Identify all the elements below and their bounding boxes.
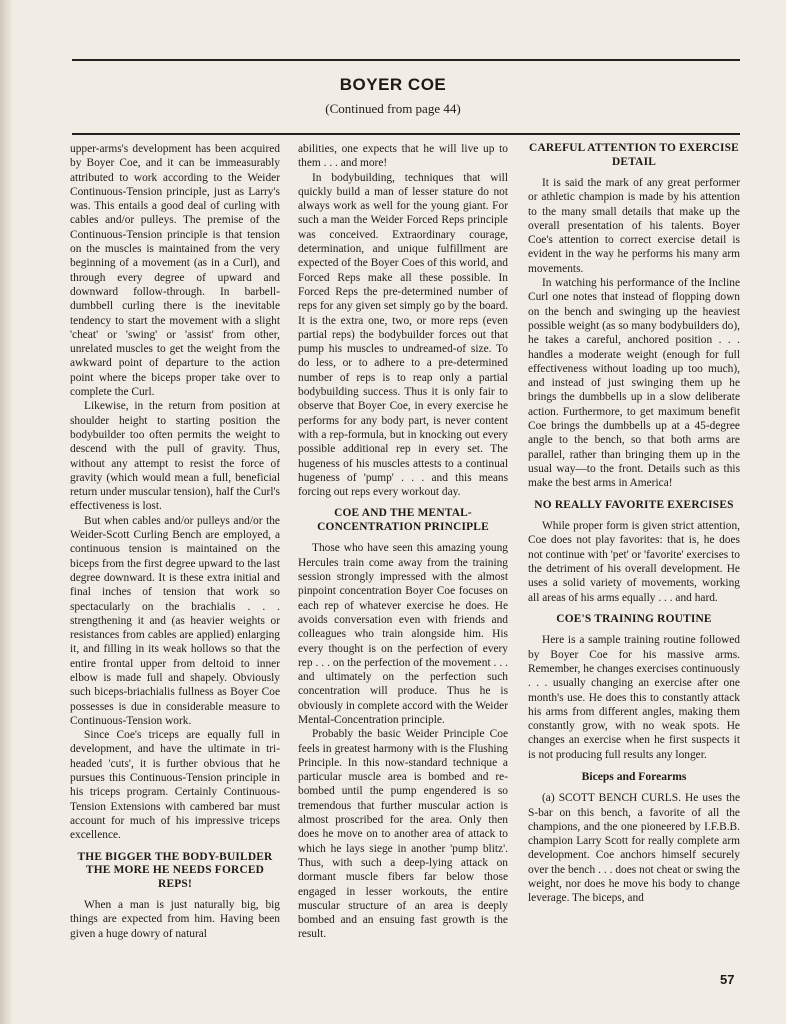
section-heading: CAREFUL ATTENTION TO EXERCISE DETAIL <box>529 142 739 168</box>
paragraph: It is said the mark of any great performer or athletic champion is made by his attention to the many small details that make up the overall presentation of his talents. Boyer Coe's attention to correct exercise detail is evident in the way he performs his many arm movements. <box>528 177 740 275</box>
paragraph: Probably the basic Weider Principle Coe feels in greatest harmony with is the Flushing Principle. In this now-standard technique a particular muscle area is bombed and re-bombed until the pump engendered is so tremendous that further muscular action is almost proscribed for the area. Only then does he move on to another area of attack to which he lays siege in another 'pump blitz'. Thus, with such a deep-lying attack on dormant muscle fibers far below those engaged in lesser workouts, the entire muscular structure of an area is deeply bombed and an ensuing fast growth is the result. <box>298 728 508 941</box>
header-rule <box>72 133 740 135</box>
top-rule <box>72 59 740 61</box>
section-heading: THE BIGGER THE BODY-BUILDER THE MORE HE NEEDS FORCED REPS! <box>77 850 273 890</box>
continued-from-note: (Continued from page 44) <box>325 101 461 116</box>
section-heading: COE AND THE MENTAL-CONCENTRATION PRINCIPLE <box>317 507 489 533</box>
paragraph: But when cables and/or pulleys and/or the Weider-Scott Curling Bench are employed, a continuous tension is maintained on the biceps from the first degree upward to the last degree downward. It is these extra initial and final inches of tension that work so spectacularly on the brachialis . . . strengthening it and (as heavier weights or resistances from cables are applied) enlarging it, and filling in its weak hollows so that the entire frontal upper from deltoid to inner elbow is made full and shapely. Obviously such biceps-briachialis fullness as Boyer Coe possesses is due in considerable measure to Continuous-Tension work. <box>70 514 280 727</box>
page-number: 57 <box>720 972 735 987</box>
column-1 <box>70 142 280 972</box>
paragraph: When a man is just naturally big, big things are expected from him. Having been given a huge dowry of natural <box>70 899 280 940</box>
page-edge-shadow <box>0 0 12 1024</box>
paragraph: Likewise, in the return from position at shoulder height to starting position the bodybuilder too often permits the weight to descend with the pull of gravity. Thus, without any attempt to resist the force of gravity (which would mean a full, beneficial return under muscular tension), half the Curl's effectiveness is lost. <box>70 400 280 513</box>
section-heading: COE'S TRAINING ROUTINE <box>556 612 712 625</box>
paragraph: While proper form is given strict attention, Coe does not play favorites: that is, he does not continue with 'pet' or 'favorite' exercises to the detriment of his overall development. He uses a solid variety of movements, working all areas of his arms equally . . . and hard. <box>528 520 740 604</box>
paragraph: (a) SCOTT BENCH CURLS. He uses the S-bar on this bench, a favorite of all the champions, and the one pioneered by I.F.B.B. champion Larry Scott for really complete arm development. Coe anchors himself securely over the bench . . . does not cheat or swing the weight, nor does he move his body to change leverage. The biceps, and <box>528 792 740 905</box>
paragraph: upper-arms's development has been acquired by Boyer Coe, and it can be immeasurably attributed to work according to the Weider Continuous-Tension principle, just as Larry's was. This entails a good deal of curling with cables and/or pulleys. The premise of the Continuous-Tension principle is that tension on the muscles is maintained from the very beginning of a movement (as in a Curl), and through every degree of upward and downward follow-through. In barbell-dumbbell curling there is the inevitable tendency to start the movement with a slight 'cheat' or 'swing' or 'assist' from other, unrelated muscles to get the weight from the awkward point of departure to the action point where the biceps proper take over to complete the Curl. <box>70 143 280 399</box>
paragraph: In watching his performance of the Incline Curl one notes that instead of flopping down on the bench and swinging up the heaviest possible weight (as so many bodybuilders do), he takes a careful, anchored position . . . handles a moderate weight (enough for full effectiveness without loading up too much), and instead of just swinging them up he brings the dumbbells up in a slow deliberate action. Furthermore, to get maximum benefit Coe brings the dumbbells up at a 45-degree angle to the bench, so that both arms are parallel, rather than bringing them up in the usual way—to the front. Details such as this make the best arms in America! <box>528 277 740 490</box>
column-3 <box>528 142 740 972</box>
subsection-heading: Biceps and Forearms <box>581 769 687 783</box>
paragraph: Since Coe's triceps are equally full in development, and have the ultimate in tri-headed 'cuts', it is further obvious that he pursues this Continuous-Tension principle in his triceps program. Certainly Continuous-Tension Extensions with cambered bar must account for much of his impressive triceps excellence. <box>70 729 280 842</box>
column-2 <box>298 142 508 972</box>
paragraph: abilities, one expects that he will live up to them . . . and more! <box>298 143 508 170</box>
section-heading: NO REALLY FAVORITE EXERCISES <box>534 498 734 511</box>
paragraph: Those who have seen this amazing young Hercules train come away from the training session strongly impressed with the almost pinpoint concentration Boyer Coe focuses on each rep of whatever exercise he does. He avoids conversation even with friends and colleagues who train alongside him. His every thought is on the perfection of every rep . . . on the perfection of the movement . . . and ultimately on the perfection such concentration will produce. Thus he is obviously in complete accord with the Weider Mental-Concentration principle. <box>298 542 508 726</box>
paragraph: In bodybuilding, techniques that will quickly build a man of lesser stature do not always work as well for the young giant. For such a man the Weider Forced Reps principle was conceived. Extraordinary courage, determination, and unique fulfillment are expected of the Boyer Coes of this world, and Forced Reps make all these possible. In Forced Reps the pre-determined number of reps for any given set simply go by the board. It is the extra one, two, or more reps (even partial reps) the bodybuilder forces out that pump his muscles to undreamed-of size. To do less, or to adhere to a pre-determined number of reps is to reap only a partial bodybuilding success. Thus it is only fair to observe that Boyer Coe, in every exercise he performs for any body part, is never content with a rep-formula, but in knocking out every possible additional rep in every set. The hugeness of his muscles attests to a continual hugeness of 'pump' . . . and this means forcing out reps every workout day. <box>298 171 508 499</box>
paragraph: Here is a sample training routine followed by Boyer Coe for his massive arms. Remember, he changes exercises continuously . . . usually changing an exercise after one month's use. He does this to constantly attack his arms from different angles, making them constantly grow, with no weak spots. He changes an exercise when he first suspects it is not producing full results any longer. <box>528 634 740 761</box>
article-title: BOYER COE <box>339 75 447 94</box>
